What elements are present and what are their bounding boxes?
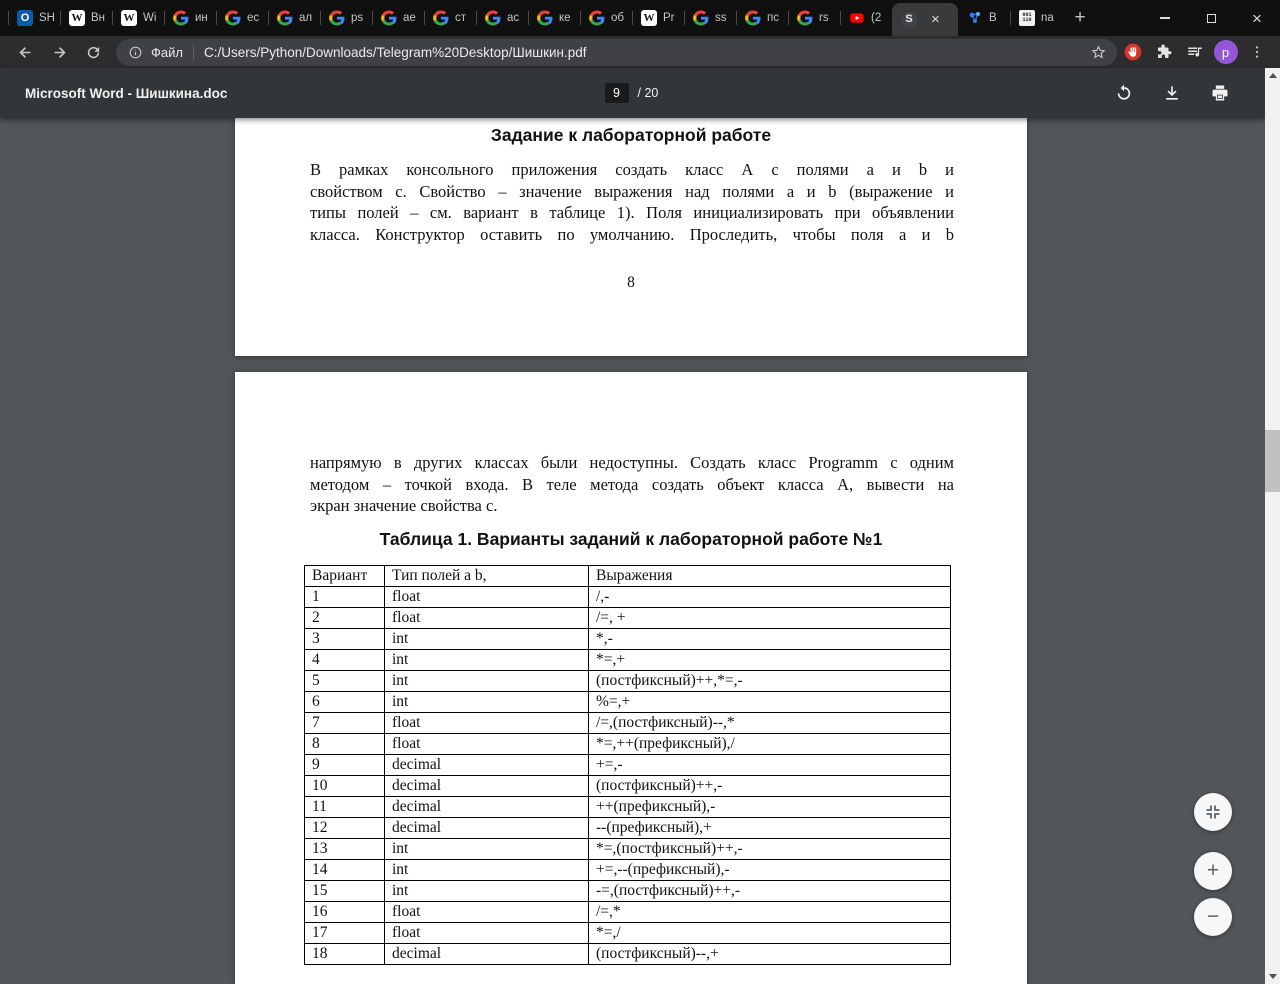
pdf-document-title: Microsoft Word - Шишкина.doc	[25, 85, 228, 101]
tab-label: пс	[767, 12, 779, 24]
print-icon	[1210, 83, 1230, 103]
google-icon	[485, 10, 501, 26]
three-dots-icon	[1249, 44, 1265, 60]
cell-type: int	[385, 629, 589, 650]
browser-menu-button[interactable]	[1241, 38, 1272, 66]
browser-tab[interactable]	[164, 0, 216, 36]
table-row	[305, 944, 951, 965]
file-scheme-label: Файл	[151, 44, 183, 60]
cell-variant: 10	[305, 776, 385, 797]
pdf-page-9	[235, 372, 1027, 984]
tab-label: ке	[559, 12, 571, 24]
youtube-icon	[849, 10, 865, 26]
table-row	[305, 818, 951, 839]
tab-label: SH	[39, 12, 55, 24]
cell-type: float	[385, 923, 589, 944]
scroll-up-button[interactable]	[1265, 68, 1280, 83]
cell-variant: 18	[305, 944, 385, 965]
cell-variant: 15	[305, 881, 385, 902]
cell-expression: /=,(постфиксный)--,*	[589, 713, 951, 734]
back-button[interactable]	[8, 38, 42, 66]
cell-variant: 7	[305, 713, 385, 734]
tab-list	[8, 0, 1062, 36]
cell-type: decimal	[385, 776, 589, 797]
cell-expression: +=,-	[589, 755, 951, 776]
table-row	[305, 734, 951, 755]
text-line: экран значение свойства c.	[310, 496, 498, 515]
google-icon	[433, 10, 449, 26]
cell-expression: *=,+	[589, 650, 951, 671]
binary-icon: 001 110	[1019, 10, 1035, 26]
page-navigation	[604, 83, 658, 103]
browser-tab[interactable]	[8, 0, 60, 36]
table-row	[305, 839, 951, 860]
cell-expression: %=,+	[589, 692, 951, 713]
cell-expression: /=,*	[589, 902, 951, 923]
cell-variant: 2	[305, 608, 385, 629]
cell-variant: 11	[305, 797, 385, 818]
cell-variant: 13	[305, 839, 385, 860]
tab-label: ss	[715, 12, 727, 24]
text-line: типы полей – см. вариант в таблице 1). Поля инициализировать при объявлении	[310, 203, 954, 222]
browser-tab[interactable]	[684, 0, 736, 36]
cell-type: int	[385, 650, 589, 671]
cell-type: float	[385, 608, 589, 629]
minimize-button[interactable]	[1142, 0, 1188, 36]
assignment-paragraph	[310, 159, 954, 245]
pdf-toolbar	[0, 68, 1265, 118]
pdf-viewer[interactable]	[0, 118, 1265, 984]
scroll-up-icon	[1269, 73, 1277, 78]
cell-expression: -=,(постфиксный)++,-	[589, 881, 951, 902]
cell-expression: /,-	[589, 587, 951, 608]
browser-tab[interactable]	[60, 0, 112, 36]
tab-label: ас	[507, 12, 520, 24]
cell-variant: 9	[305, 755, 385, 776]
reload-icon	[85, 44, 102, 61]
pdf-actions	[1091, 78, 1235, 108]
cell-variant: 5	[305, 671, 385, 692]
browser-tab[interactable]	[528, 0, 580, 36]
cell-variant: 4	[305, 650, 385, 671]
fit-to-page-icon	[1203, 802, 1223, 822]
cell-expression: *,-	[589, 629, 951, 650]
cell-expression: (постфиксный)++,*=,-	[589, 671, 951, 692]
cell-expression: *=,++(префиксный),/	[589, 734, 951, 755]
outlook-icon: O	[17, 10, 33, 26]
reload-button[interactable]	[76, 38, 110, 66]
tab-close-icon[interactable]: ×	[931, 11, 940, 28]
variants-table	[304, 565, 951, 965]
tab-label: ps	[351, 12, 364, 24]
tab-label: ал	[299, 12, 313, 24]
vertical-scrollbar[interactable]	[1265, 68, 1280, 984]
tab-label: ин	[195, 12, 208, 24]
zoom-out-button[interactable]: −	[1194, 898, 1232, 936]
cell-variant: 12	[305, 818, 385, 839]
google-icon	[537, 10, 553, 26]
scroll-down-icon	[1269, 974, 1277, 979]
table-row	[305, 755, 951, 776]
table-header-row	[305, 566, 951, 587]
profile-avatar[interactable]	[1210, 38, 1241, 66]
cell-expression: --(префиксный),+	[589, 818, 951, 839]
forward-button[interactable]	[42, 38, 76, 66]
table-row	[305, 881, 951, 902]
cell-expression: +=,--(префиксный),-	[589, 860, 951, 881]
cell-variant: 14	[305, 860, 385, 881]
table-row	[305, 650, 951, 671]
url-text[interactable]: C:/Users/Python/Downloads/Telegram%20Desktop/Шишкин.pdf	[203, 44, 587, 60]
pdf-page-8	[235, 118, 1027, 356]
tab-label: ес	[247, 12, 260, 24]
text-line: свойством c. Свойство – значение выражения над полями a и b (выражение и	[310, 181, 954, 201]
continuation-paragraph	[310, 452, 954, 517]
page-total-label: / 20	[637, 86, 659, 100]
forward-icon	[51, 44, 68, 61]
tab-label: ст	[455, 12, 467, 24]
text-line: В рамках консольного приложения создать класс А с полями a и b и	[310, 160, 954, 179]
cell-type: int	[385, 839, 589, 860]
google-icon	[693, 10, 709, 26]
playlist-extension-icon[interactable]	[1179, 38, 1210, 66]
cell-expression: ++(префиксный),-	[589, 797, 951, 818]
google-icon	[381, 10, 397, 26]
tab-label: (2	[871, 12, 882, 24]
google-icon	[277, 10, 293, 26]
table-row	[305, 587, 951, 608]
google-icon	[589, 10, 605, 26]
back-icon	[17, 44, 34, 61]
browser-tab[interactable]	[268, 0, 320, 36]
browser-tab[interactable]	[632, 0, 684, 36]
table-row	[305, 797, 951, 818]
cell-type: float	[385, 902, 589, 923]
cell-type: decimal	[385, 755, 589, 776]
wikipedia-icon: W	[641, 10, 657, 26]
cell-type: decimal	[385, 797, 589, 818]
cell-type: int	[385, 881, 589, 902]
scrollbar-thumb[interactable]	[1265, 430, 1280, 492]
download-button[interactable]	[1157, 78, 1187, 108]
browser-tab[interactable]	[580, 0, 632, 36]
cell-type: int	[385, 692, 589, 713]
globe-s-icon: S	[901, 12, 917, 28]
zoom-in-button[interactable]: +	[1194, 852, 1232, 890]
table-row	[305, 860, 951, 881]
header-expressions: Выражения	[589, 566, 951, 587]
tab-label: ае	[403, 12, 416, 24]
bookmark-star-icon[interactable]	[1090, 44, 1107, 61]
browser-tab[interactable]	[320, 0, 372, 36]
wikipedia-icon: W	[69, 10, 85, 26]
tab-strip	[0, 0, 1280, 36]
table-row	[305, 692, 951, 713]
address-bar[interactable]	[116, 39, 1117, 66]
page-number-input[interactable]	[604, 83, 628, 103]
cell-expression: *=,(постфиксный)++,-	[589, 839, 951, 860]
cell-variant: 6	[305, 692, 385, 713]
tab-label: об	[611, 12, 624, 24]
google-icon	[329, 10, 345, 26]
rotate-icon	[1114, 83, 1134, 103]
tab-label: Pr	[663, 12, 675, 24]
cell-type: float	[385, 587, 589, 608]
browser-tab[interactable]	[112, 0, 164, 36]
browser-tab[interactable]	[372, 0, 424, 36]
maximize-button[interactable]	[1188, 0, 1234, 36]
table-row	[305, 629, 951, 650]
address-toolbar	[0, 36, 1280, 68]
new-tab-button[interactable]: +	[1074, 7, 1086, 28]
adblock-extension-icon[interactable]	[1117, 38, 1148, 66]
text-line: напрямую в других классах были недоступны. Создать класс Programm с одним	[310, 453, 954, 472]
assignment-heading: Задание к лабораторной работе	[490, 125, 772, 145]
google-icon	[745, 10, 761, 26]
browser-tab[interactable]	[840, 0, 892, 36]
avatar-label: p	[1214, 40, 1238, 64]
browser-tab[interactable]	[892, 3, 958, 36]
google-icon	[797, 10, 813, 26]
cell-type: float	[385, 734, 589, 755]
page-number-8: 8	[627, 274, 635, 291]
text-line: класса. Конструктор оставить по умолчанию. Проследить, чтобы поля a и b	[310, 224, 954, 244]
table-row	[305, 671, 951, 692]
browser-tab[interactable]	[216, 0, 268, 36]
page-info-icon[interactable]	[128, 45, 143, 60]
cell-variant: 17	[305, 923, 385, 944]
google-icon	[225, 10, 241, 26]
text-line: методом – точкой входа. В теле метода создать объект класса А, вывести на	[310, 474, 954, 494]
cell-expression: (постфиксный)--,+	[589, 944, 951, 965]
minimize-icon	[1160, 17, 1170, 18]
browser-tab[interactable]	[736, 0, 788, 36]
table-row	[305, 923, 951, 944]
browser-tab[interactable]	[424, 0, 476, 36]
header-type: Тип полей a b,	[385, 566, 589, 587]
fit-to-page-button[interactable]	[1194, 793, 1232, 831]
tab-label: Wi	[143, 12, 157, 24]
table-row	[305, 713, 951, 734]
maximize-icon	[1207, 14, 1216, 23]
molecule-icon	[967, 10, 983, 26]
cell-expression: /=, +	[589, 608, 951, 629]
cell-type: int	[385, 860, 589, 881]
browser-tab[interactable]	[788, 0, 840, 36]
download-icon	[1162, 83, 1182, 103]
wikipedia-icon: W	[121, 10, 137, 26]
tab-label: В	[989, 12, 997, 24]
table-row	[305, 902, 951, 923]
cell-type: decimal	[385, 818, 589, 839]
cell-expression: (постфиксный)++,-	[589, 776, 951, 797]
cell-type: decimal	[385, 944, 589, 965]
cell-variant: 3	[305, 629, 385, 650]
window-close-button[interactable]: ×	[1252, 8, 1262, 28]
extensions-puzzle-icon[interactable]	[1148, 38, 1179, 66]
cell-type: int	[385, 671, 589, 692]
tab-label: na	[1041, 12, 1054, 24]
browser-tab[interactable]	[958, 0, 1010, 36]
cell-expression: *=,/	[589, 923, 951, 944]
window-controls	[1142, 0, 1280, 36]
cell-variant: 1	[305, 587, 385, 608]
browser-tab[interactable]	[476, 0, 528, 36]
google-icon	[173, 10, 189, 26]
omnibox-divider	[193, 45, 194, 60]
browser-tab[interactable]	[1010, 0, 1062, 36]
tab-label: Вн	[91, 12, 106, 24]
scroll-down-button[interactable]	[1265, 969, 1280, 984]
table-row	[305, 608, 951, 629]
tab-label: rs	[819, 12, 829, 24]
table-row	[305, 776, 951, 797]
print-button[interactable]	[1205, 78, 1235, 108]
rotate-button[interactable]	[1109, 78, 1139, 108]
cell-type: float	[385, 713, 589, 734]
table-caption: Таблица 1. Варианты заданий к лабораторной работе №1	[379, 529, 883, 549]
cell-variant: 16	[305, 902, 385, 923]
cell-variant: 8	[305, 734, 385, 755]
header-variant: Вариант	[305, 566, 385, 587]
